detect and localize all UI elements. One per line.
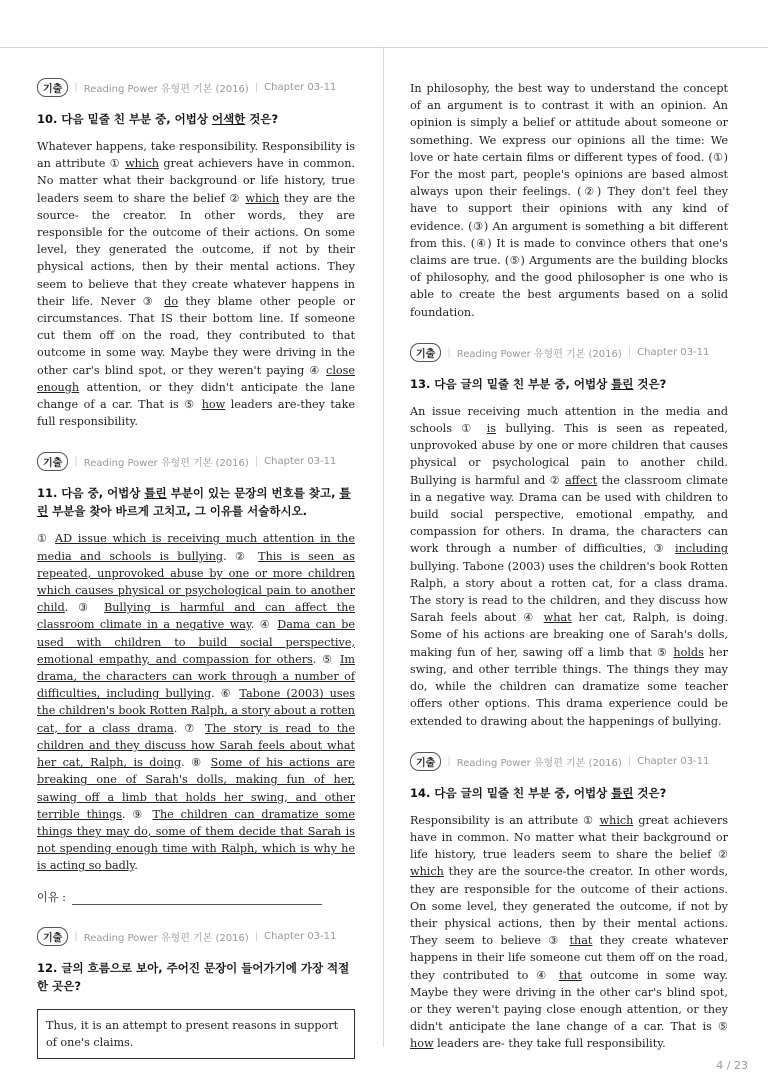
source-tag: 기출: [37, 927, 68, 946]
source-book: Reading Power 유형편 기본 (2016): [83, 932, 249, 944]
source-tag: 기출: [37, 78, 68, 97]
given-sentence-box: Thus, it is an attempt to present reasons in support of one's claims.: [37, 1009, 355, 1059]
source-book: Reading Power 유형편 기본 (2016): [83, 458, 249, 470]
question-passage: An issue receiving much attention in the media and schools ① is bullying. This is seen as repeated, unprovoked abuse by one or more children that causes physical or psychological pain to another child. Bullying is harmful and ② affect the classroom climate in a negative way. Drama can be used with children to build social perspective, emotional empathy, and compassion for others. In drama, the characters can work through a number of difficulties, ③ including bullying. Tabone (2003) uses the children's book Rotten Ralph, a story about a rotten cat, for a class drama. The story is read to the children, and they discuss how Sarah feels about ④ what her cat, Ralph, is doing. Some of his actions are breaking one of Sarah's dolls, making fun of her, sawing off a limb that ⑤ holds her swing, and other terrible things. The things they may do, while the children can dramatize some teacher offers other options. This drama experience could be extended to drawing about the happenings of bullying.: [410, 404, 728, 728]
underlined-choice: is: [486, 422, 497, 436]
answer-blank[interactable]: [72, 904, 322, 905]
underlined-sentence: AD issue which is receiving much attention in the media and schools is bullying: [37, 532, 355, 563]
question-title: 13. 다음 글의 밑줄 친 부분 중, 어법상 틀린 것은?: [410, 376, 667, 391]
left-column: [37, 78, 355, 1059]
title-text: 10. 다음 밑줄 친 부분 중, 어법상: [37, 112, 212, 126]
source-book: Reading Power 유형편 기본 (2016): [83, 84, 249, 95]
underlined-choice: how: [410, 1037, 434, 1051]
source-chapter: Chapter 03-11: [637, 755, 710, 767]
source-line: [37, 927, 355, 946]
question-passage: In philosophy, the best way to understand the concept of an argument is to contrast it with an opinion. An opinion is simply a belief or attitude about someone or something. We express our opinions all the time: We love or hate certain films or different types of food. (①) For the most part, people's opinions are based almost always upon their feelings. (②) They don't feel they have to support their opinions with any kind of evidence. (③) An argument is something a bit different from this. (④) It is made to convince others that one's claims are true. (⑤) Arguments are the building blocks of philosophy, and the good philosopher is one who is able to create the best arguments based on a solid foundation.: [410, 82, 728, 319]
underlined-sentence: Im drama, the characters can work through a number of difficulties, including bullying: [37, 652, 355, 701]
underlined-sentence: Tabone (2003) uses the children's book Rotten Ralph, a story about a rotten cat, for a class drama: [37, 687, 355, 735]
source-line: [410, 343, 728, 362]
separator: |: [254, 82, 259, 93]
source-tag: 기출: [410, 752, 441, 771]
page-number: 4 / 23: [716, 1059, 748, 1072]
answer-line[interactable]: [37, 889, 355, 905]
separator: |: [627, 755, 632, 767]
separator: |: [74, 930, 78, 942]
source-book: Reading Power 유형편 기본 (2016): [456, 348, 622, 360]
title-text: 것은?: [245, 112, 279, 126]
separator: |: [254, 456, 259, 468]
underlined-choice: how: [201, 398, 226, 412]
underlined-choice: what: [543, 611, 572, 625]
source-line: [37, 452, 355, 471]
source-tag: 기출: [37, 452, 68, 471]
question-title: [37, 110, 355, 128]
underlined-sentence: This is seen as repeated, unprovoked abuse by one or more children which causes physical or psychological pain to another child: [37, 549, 355, 615]
source-chapter: Chapter 03-11: [264, 82, 337, 93]
underlined-choice: holds: [673, 645, 704, 659]
underlined-choice: affect: [565, 473, 598, 487]
underlined-choice: including: [675, 542, 728, 556]
underlined-choice: which: [599, 813, 634, 827]
underlined-sentence: Bullying is harmful and can affect the classroom climate in a negative way: [37, 601, 355, 632]
separator: |: [74, 82, 78, 93]
question-title: 11. 다음 중, 어법상 틀린 부분이 있는 문장의 번호를 찾고, 틀린 부분을 찾아 바르게 고치고, 그 이유를 서술하시오.: [37, 486, 351, 519]
underlined-choice: close enough: [37, 363, 355, 394]
question-passage: Whatever happens, take responsibility. Responsibility is an attribute ① which great achievers have in common. No matter what their background or life history, true leaders seem to share the belief ② which they are the source- the creator. In other words, they are responsible for the outcome of their actions. On some level, they generated the outcome, if not by their physical actions, then by their mental actions. They seem to believe that they create whatever happens in their life. Never ③ do they blame other people or circumstances. That IS their bottom line. If someone cut them off on the road, they contributed to that outcome in some way. Maybe they were driving in the other car's blind spot, or they weren't paying ④ close enough attention, or they didn't anticipate the lane change of a car. That is ⑤ how leaders are-they take full responsibility.: [37, 140, 355, 429]
underlined-sentence: The children can dramatize some things they may do, some of them decide that Sarah is not spending enough time with Ralph, which is why he is acting so badly: [37, 807, 355, 873]
separator: |: [254, 930, 259, 942]
separator: |: [74, 456, 78, 468]
underlined-sentence: The story is read to the children and they discuss how Sarah feels about what her cat, Ralph, is doing: [37, 721, 356, 770]
question-passage: ① AD issue which is receiving much attention in the media and schools is bullying. ② This is seen as repeated, unprovoked abuse by one or more children which causes physical or psychological pain to another child. ③ Bullying is harmful and can affect the classroom climate in a negative way. ④ Dama can be used with children to build social perspective, emotional empathy, and compassion for others. ⑤ Im drama, the characters can work through a number of difficulties, including bullying. ⑥ Tabone (2003) uses the children's book Rotten Ralph, a story about a rotten cat, for a class drama. ⑦ The story is read to the children and they discuss how Sarah feels about what her cat, Ralph, is doing. ⑧ Some of his actions are breaking one of Sarah's dolls, making fun of her, sawing off a limb that holds her swing, and other terrible things. ⑨ The children can dramatize some things they may do, some of them decide that Sarah is not spending enough time with Ralph, which is why he is acting so badly.: [37, 532, 356, 873]
underlined-sentence: Some of his actions are breaking one of Sarah's dolls, making fun of her, sawing off a limb that holds her swing, and other terrible things: [37, 756, 356, 821]
answer-label: 이유 :: [37, 890, 66, 904]
underlined-sentence: Dama can be used with children to build social perspective, emotional empathy, and compassion for others: [37, 618, 355, 666]
underlined-choice: which: [410, 865, 444, 879]
source-book: Reading Power 유형편 기본 (2016): [456, 757, 622, 769]
underlined-choice: that: [559, 968, 582, 982]
underlined-choice: which: [245, 191, 280, 205]
column-divider: [383, 47, 384, 1047]
separator: |: [447, 755, 451, 767]
title-underline: 어색한: [211, 112, 246, 126]
source-chapter: Chapter 03-11: [264, 456, 337, 468]
underlined-choice: that: [569, 934, 593, 948]
question-title: 12. 글의 흐름으로 보아, 주어진 문장이 들어가기에 가장 적절한 곳은?: [37, 960, 350, 993]
separator: |: [627, 346, 632, 358]
source-line: [410, 752, 728, 771]
source-tag: 기출: [410, 343, 441, 362]
separator: |: [447, 346, 451, 358]
source-chapter: Chapter 03-11: [637, 346, 710, 358]
header-rule: [0, 47, 768, 48]
source-chapter: Chapter 03-11: [264, 930, 337, 942]
underlined-choice: which: [125, 157, 159, 171]
question-passage: Responsibility is an attribute ① which great achievers have in common. No matter what their background or life history, true leaders seem to share the belief ② which they are the source-the creator. In other words, they are responsible for the outcome of their actions. On some level, they generated the outcome, if not by their physical actions, then by their mental actions. They seem to believe ③ that they create whatever happens in their life someone cut them off on the road, they contributed to ④ that outcome in some way. Maybe they were driving in the other car's blind spot, or they weren't paying close enough attention, or they didn't anticipate the lane change of a car. That is ⑤ how leaders are- they take full responsibility.: [410, 813, 728, 1051]
source-line: [37, 78, 355, 97]
right-column: [410, 80, 728, 1053]
question-title: 14. 다음 글의 밑줄 친 부분 중, 어법상 틀린 것은?: [410, 785, 667, 800]
underlined-choice: do: [164, 294, 179, 308]
